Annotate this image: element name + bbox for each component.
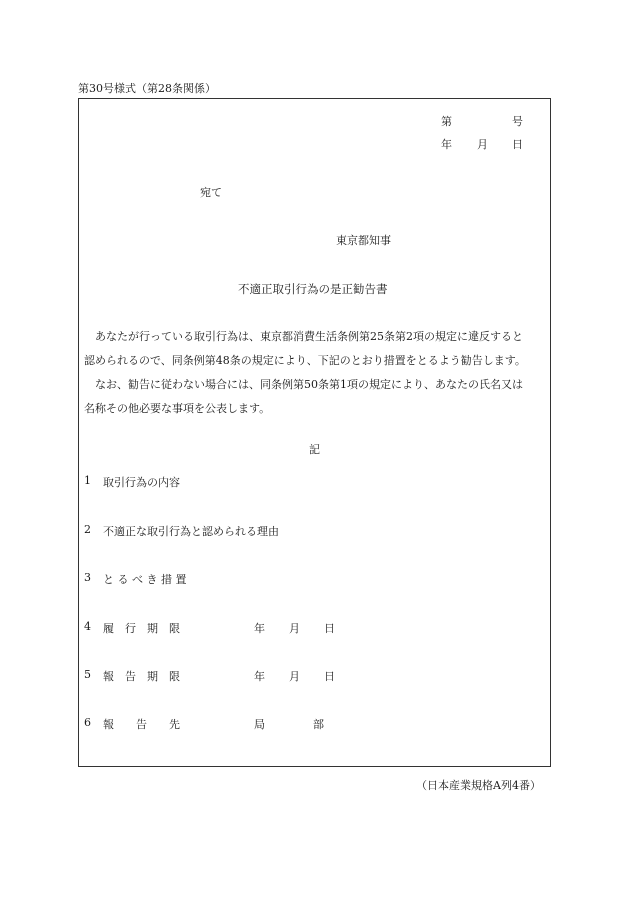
item-label: と る べ き 措 置 (103, 573, 187, 586)
item-label: 履 行 期 限 (103, 622, 180, 635)
item-number: 4 (84, 620, 91, 633)
item-recipient-division: 部 (313, 718, 324, 731)
item-deadline-day: 日 (324, 622, 335, 635)
footer-standard-note: （日本産業規格A列4番） (416, 779, 541, 792)
item-deadline-month: 月 (289, 622, 300, 635)
item-number: 6 (84, 716, 91, 729)
number-suffix: 号 (512, 115, 523, 128)
item-recipient-bureau: 局 (254, 718, 265, 731)
date-day: 日 (512, 138, 523, 151)
item-label: 取引行為の内容 (103, 476, 180, 489)
item-number: 2 (84, 523, 91, 536)
body-line-2: 認められるので、同条例第48条の規定により、下記のとおり措置をとるよう勧告します。 (84, 354, 526, 367)
number-prefix: 第 (441, 115, 452, 128)
addressee: 宛て (200, 186, 222, 199)
body-line-1: あなたが行っている取引行為は、東京都消費生活条例第25条第2項の規定に違反すると (84, 330, 523, 343)
item-report-month: 月 (289, 670, 300, 683)
body-line-3: なお、勧告に従わない場合には、同条例第50条第1項の規定により、あなたの氏名又は (84, 378, 523, 391)
date-month: 月 (477, 138, 488, 151)
item-label: 報 告 先 (103, 718, 180, 731)
item-number: 5 (84, 668, 91, 681)
item-report-year: 年 (254, 670, 265, 683)
item-report-day: 日 (324, 670, 335, 683)
item-label: 報 告 期 限 (103, 670, 180, 683)
body-line-4: 名称その他必要な事項を公表します。 (84, 402, 271, 415)
issuer: 東京都知事 (336, 234, 391, 247)
item-label: 不適正な取引行為と認められる理由 (103, 525, 279, 538)
form-frame (78, 98, 551, 767)
item-deadline-year: 年 (254, 622, 265, 635)
item-number: 1 (84, 474, 91, 487)
document-title: 不適正取引行為の是正勧告書 (238, 282, 388, 296)
date-year: 年 (441, 138, 452, 151)
form-number-label: 第30号様式（第28条関係） (78, 82, 216, 95)
ki-heading: 記 (309, 443, 320, 456)
item-number: 3 (84, 571, 91, 584)
